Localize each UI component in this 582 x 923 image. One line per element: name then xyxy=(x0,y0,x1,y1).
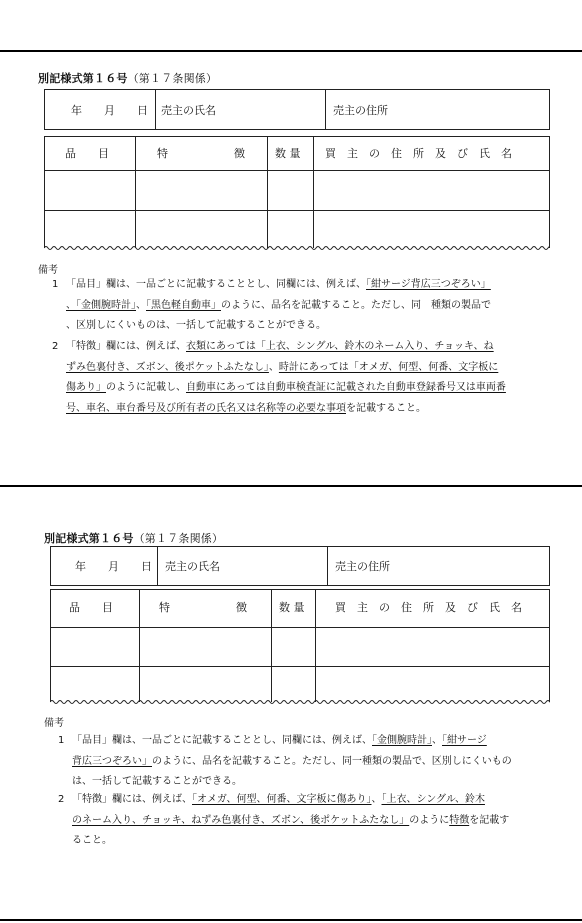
note-text: のように記載し、 xyxy=(106,382,186,393)
note-line xyxy=(72,731,512,752)
note-line xyxy=(72,790,509,811)
form-article: （第１７条関係） xyxy=(133,532,224,545)
record-table xyxy=(50,589,550,702)
note-text: 、 xyxy=(432,735,442,746)
note-number: 1 xyxy=(58,735,65,746)
note-line xyxy=(72,831,509,852)
seller-name-label: 売主の氏名 xyxy=(165,560,220,573)
note-number: 2 xyxy=(52,341,59,352)
underlined-text: のネーム入り、チョッキ、ねずみ色裏付き、ズボン、後ポケットふたなし」 xyxy=(72,814,410,826)
note-text: 「品目」欄は、一品ごとに記載することとし、同欄には、例えば、 xyxy=(72,735,372,746)
underlined-text: 「オメガ、何型、何番、文字板に傷あり」 xyxy=(192,794,372,805)
note-2 xyxy=(58,790,563,852)
note-text: のように、品名を記載すること。ただし、同一種類の製品で、区別しにくいもの xyxy=(152,755,512,767)
notes-title: 備考 xyxy=(38,265,58,276)
underlined-text: 「金側腕時計」 xyxy=(372,735,432,746)
note-text: 、 xyxy=(268,361,279,373)
note-1 xyxy=(58,731,563,793)
notes-title: 備考 xyxy=(44,718,64,729)
note-text: 「特徴」欄には、例えば、 xyxy=(66,341,186,352)
underlined-text: 特徴 xyxy=(449,814,470,826)
note-body xyxy=(72,731,512,793)
note-text: 、 xyxy=(371,794,382,805)
column-buyer: 買 主 の 住 所 及 び 氏 名 xyxy=(325,147,512,160)
seller-address-label: 売主の住所 xyxy=(335,560,390,573)
note-text: ること。 xyxy=(72,835,112,846)
note-text: 、区別しにくいものは、一括して記載することができる。 xyxy=(66,320,326,331)
column-item: 品 目 xyxy=(65,147,109,160)
note-text: を記載すること。 xyxy=(346,402,426,414)
note-text: 、 xyxy=(136,299,146,311)
note-number: 1 xyxy=(52,279,59,290)
column-feature: 特 徴 xyxy=(159,601,247,614)
seller-address-label: 売主の住所 xyxy=(333,104,388,117)
underlined-text: 背広三つぞろい」 xyxy=(72,755,152,767)
note-text: を記載す xyxy=(469,814,510,826)
wavy-cut-line xyxy=(50,699,550,705)
note-line xyxy=(72,752,512,773)
column-buyer: 買 主 の 住 所 及 び 氏 名 xyxy=(335,601,522,614)
note-body xyxy=(72,790,509,852)
form-number: 別記様式第１６号 xyxy=(44,532,134,545)
underlined-text: ずみ色裏付き、ズボン、後ポケットふたなし」 xyxy=(66,361,269,373)
note-text: のように、品名を記載すること。ただし、同 種類の製品で xyxy=(221,299,491,311)
underlined-text: 傷あり」 xyxy=(66,382,106,393)
underlined-text: 自動車にあっては自動車検査証に記載された自動車登録番号又は車両番 xyxy=(186,382,506,393)
note-text: のように xyxy=(409,814,450,826)
note-text: 「特徴」欄には、例えば、 xyxy=(72,794,192,805)
underlined-text: 「紺サージ背広三つぞろい」 xyxy=(366,279,491,290)
note-text: は、一括して記載することができる。 xyxy=(72,776,242,787)
underlined-text: 時計にあっては「オメガ、何型、何番、文字板に xyxy=(278,361,499,373)
underlined-text: 号、車名、車台番号及び所有者の氏名又は名称等の必要な事項 xyxy=(66,402,346,414)
underlined-text: 衣類にあっては「上衣、シングル、鈴木のネーム入り、チョッキ、ね xyxy=(186,341,494,352)
date-label: 年 月 日 xyxy=(75,560,152,573)
form-title xyxy=(44,530,223,546)
note-text: 「品目」欄は、一品ごとに記載することとし、同欄には、例えば、 xyxy=(66,279,366,290)
underlined-text: 、「金側腕時計」 xyxy=(66,299,136,311)
column-item: 品 目 xyxy=(69,601,113,614)
underlined-text: 「上衣、シングル、鈴木 xyxy=(381,794,485,805)
column-quantity: 数 量 xyxy=(279,601,305,614)
underlined-text: 「紺サージ xyxy=(442,735,487,746)
seller-name-label: 売主の氏名 xyxy=(161,104,216,117)
form-number: 別記様式第１６号 xyxy=(38,72,128,85)
note-number: 2 xyxy=(58,794,65,805)
underlined-text: 「黒色軽自動車」 xyxy=(146,299,221,311)
column-feature: 特 徴 xyxy=(157,147,245,160)
column-quantity: 数 量 xyxy=(275,147,301,160)
date-label: 年 月 日 xyxy=(71,104,148,117)
header-row xyxy=(50,546,550,586)
note-line xyxy=(72,811,509,832)
form-article: （第１７条関係） xyxy=(127,72,218,85)
